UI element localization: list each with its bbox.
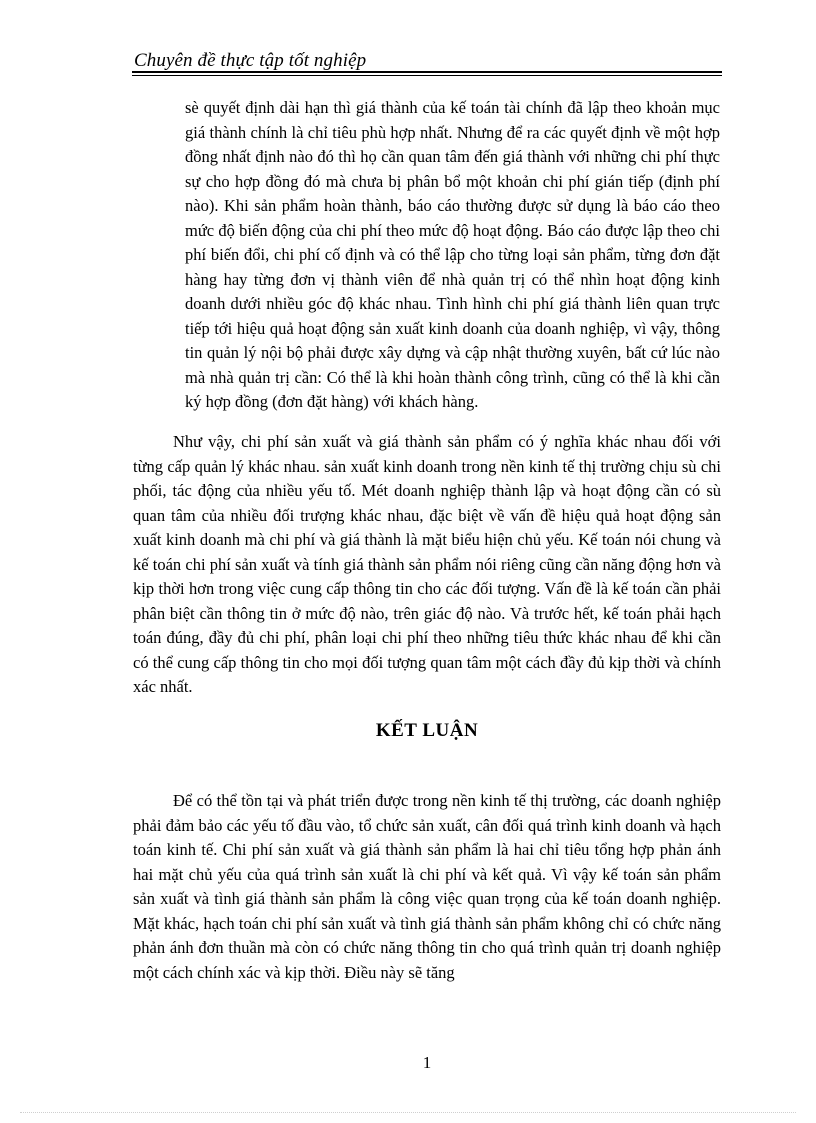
page-bottom-divider — [20, 1112, 796, 1113]
paragraph-indented: sè quyết định dài hạn thì giá thành của kế toán tài chính đã lập theo khoản mục giá thành chính là chỉ tiêu phù hợp nhất. Nhưng để ra các quyết định về một hợp đồng nhất định nào đó thì họ cần quan tâm đến giá thành với những chi phí thực sự cho hợp đồng đó mà chưa bị phân bổ một khoản chi phí gián tiếp (định phí nào). Khi sản phẩm hoàn thành, báo cáo thường được sử dụng là báo cáo theo mức độ biến động của chi phí theo mức độ hoạt động. Báo cáo được lập theo chi phí biến đổi, chi phí cố định và có thể lập cho từng loại sản phẩm, từng đơn đặt hàng hay từng đơn vị thành viên để nhà quản trị có thể nhìn hoạt động kinh doanh dưới nhiều góc độ khác nhau. Tình hình chi phí giá thành liên quan trực tiếp tới hiệu quả hoạt động sản xuất kinh doanh của doanh nghiệp, vì vậy, thông tin quản lý nội bộ phải được xây dựng và cập nhật thường xuyên, bất cứ lúc nào mà nhà quản trị cần: Có thể là khi hoàn thành công trình, cũng có thể là khi cần ký hợp đồng (đơn đặt hàng) với khách hàng. — [185, 98, 720, 411]
page-header — [132, 50, 722, 76]
header-rule-thin — [132, 75, 722, 76]
section-heading: KẾT LUẬN — [375, 720, 479, 741]
header-title: Chuyên đề thực tập tốt nghiệp — [134, 50, 367, 71]
paragraph-summary: Như vậy, chi phí sản xuất và giá thành sản phẩm có ý nghĩa khác nhau đối với từng cấp quản lý khác nhau. sản xuất kinh doanh trong nền kinh tế thị trường chịu sù chi phối, tác động của nhiều yếu tố. Mét doanh nghiệp thành lập và hoạt động cần có sù quan tâm của nhiều đối trượng khác nhau, đặc biệt về vấn đề hiệu quả hoạt động sản xuất kinh doanh mà chi phí và giá thành là mặt biểu hiện chủ yếu. Kế toán nói chung và kế toán chi phí sản xuất và tính giá thành sản phẩm nói riêng cũng cần năng động hơn và kịp thời hơn trong việc cung cấp thông tin cho các đối tượng. Vấn đề là kế toán cần phải phân biệt cần thông tin ở mức độ nào, trên giác độ nào. Và trước hết, kế toán phải hạch toán đúng, đầy đủ chi phí, phân loại chi phí theo những tiêu thức khác nhau để khi cần có thể cung cấp thông tin cho mọi đối tượng quan tâm một cách đầy đủ kịp thời và chính xác nhất. — [133, 432, 721, 696]
paragraph-conclusion: Để có thể tồn tại và phát triển được trong nền kinh tế thị trường, các doanh nghiệp phải đảm bảo các yếu tố đầu vào, tổ chức sản xuất, cân đối quá trình kinh doanh và hạch toán kinh tế. Chi phí sản xuất và giá thành sản phẩm là hai chỉ tiêu tổng hợp phản ánh hai mặt chủ yếu của quá trình sản xuất là chi phí và kết quả. Vì vậy kế toán sản phẩm sản xuất và tình giá thành sản phẩm là công việc quan trọng của kế toán doanh nghiệp. Mặt khác, hạch toán chi phí sản xuất và tình giá thành sản phẩm không chỉ có chức năng phản ánh đơn thuần mà còn có chức năng thông tin cho quá trình quản trị doanh nghiệp một cách chính xác và kịp thời. Điều này sẽ tăng — [133, 791, 721, 982]
header-rule-thick — [132, 71, 722, 73]
page-number: 1 — [422, 1053, 432, 1072]
